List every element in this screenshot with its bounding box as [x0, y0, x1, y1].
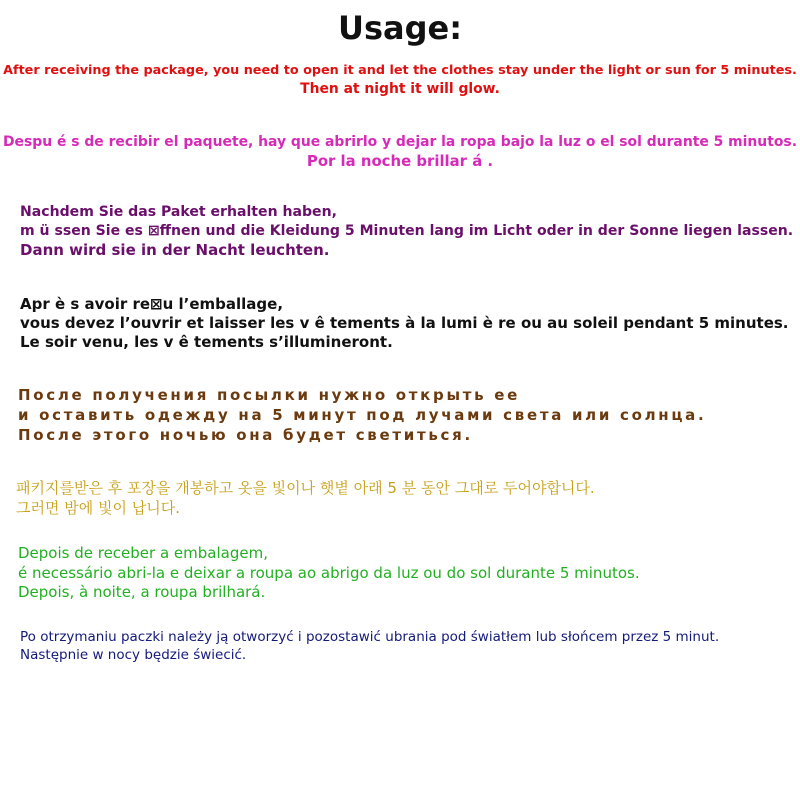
instructions-french [20, 295, 789, 352]
instructions-english [0, 62, 800, 98]
instruction-line: m ü ssen Sie es ⊠ffnen und die Kleidung 5 Minuten lang im Licht oder in der Sonne liegen lassen. [20, 223, 794, 239]
instructions-polish [20, 628, 719, 664]
instruction-line: Then at night it will glow. [300, 81, 500, 97]
instruction-line: Depois, à noite, a roupa brilhará. [18, 583, 266, 601]
instructions-russian [18, 385, 706, 445]
instruction-line: Następnie w nocy będzie świecić. [20, 647, 247, 663]
page-title: Usage: [337, 9, 463, 47]
instruction-line: Nachdem Sie das Paket erhalten haben, [20, 204, 337, 220]
instruction-line: Despu é s de recibir el paquete, hay que abrirlo y dejar la ropa bajo la luz o el sol durante 5 minutos. [3, 134, 797, 150]
instruction-line: After receiving the package, you need to open it and let the clothes stay under the light or sun for 5 minutes. [3, 63, 797, 78]
instruction-line: Dann wird sie in der Nacht leuchten. [20, 241, 330, 259]
instruction-line: é necessário abri-la e deixar a roupa ao abrigo da luz ou do sol durante 5 minutos. [18, 563, 640, 582]
instruction-line: После этого ночью она будет светиться. [18, 426, 473, 444]
instructions-spanish [0, 133, 800, 171]
instruction-line: и оставить одежду на 5 минут под лучами света или солнца. [18, 406, 707, 424]
instruction-line: Apr è s avoir re⊠u l’emballage, [20, 295, 284, 313]
instruction-line: Le soir venu, les v ê tements s’illumineront. [20, 333, 393, 351]
instruction-line: Por la noche brillar á . [306, 152, 494, 170]
instruction-line: После получения посылки нужно открыть ее [18, 386, 520, 404]
instruction-line: 그러면 밤에 빛이 납니다. [16, 499, 180, 517]
instructions-portuguese [18, 544, 640, 603]
instruction-line: Po otrzymaniu paczki należy ją otworzyć i pozostawić ubrania pod światłem lub słońcem przez 5 minut. [20, 629, 720, 645]
instruction-line: Depois de receber a embalagem, [18, 544, 268, 562]
instruction-line: 패키지를받은 후 포장을 개봉하고 옷을 빛이나 햇볕 아래 5 분 동안 그대로 두어야합니다. [16, 479, 595, 497]
instructions-korean [16, 478, 595, 518]
instruction-line: vous devez l’ouvrir et laisser les v ê tements à la lumi è re ou au soleil pendant 5 minutes. [20, 314, 789, 332]
instructions-german [20, 203, 793, 260]
